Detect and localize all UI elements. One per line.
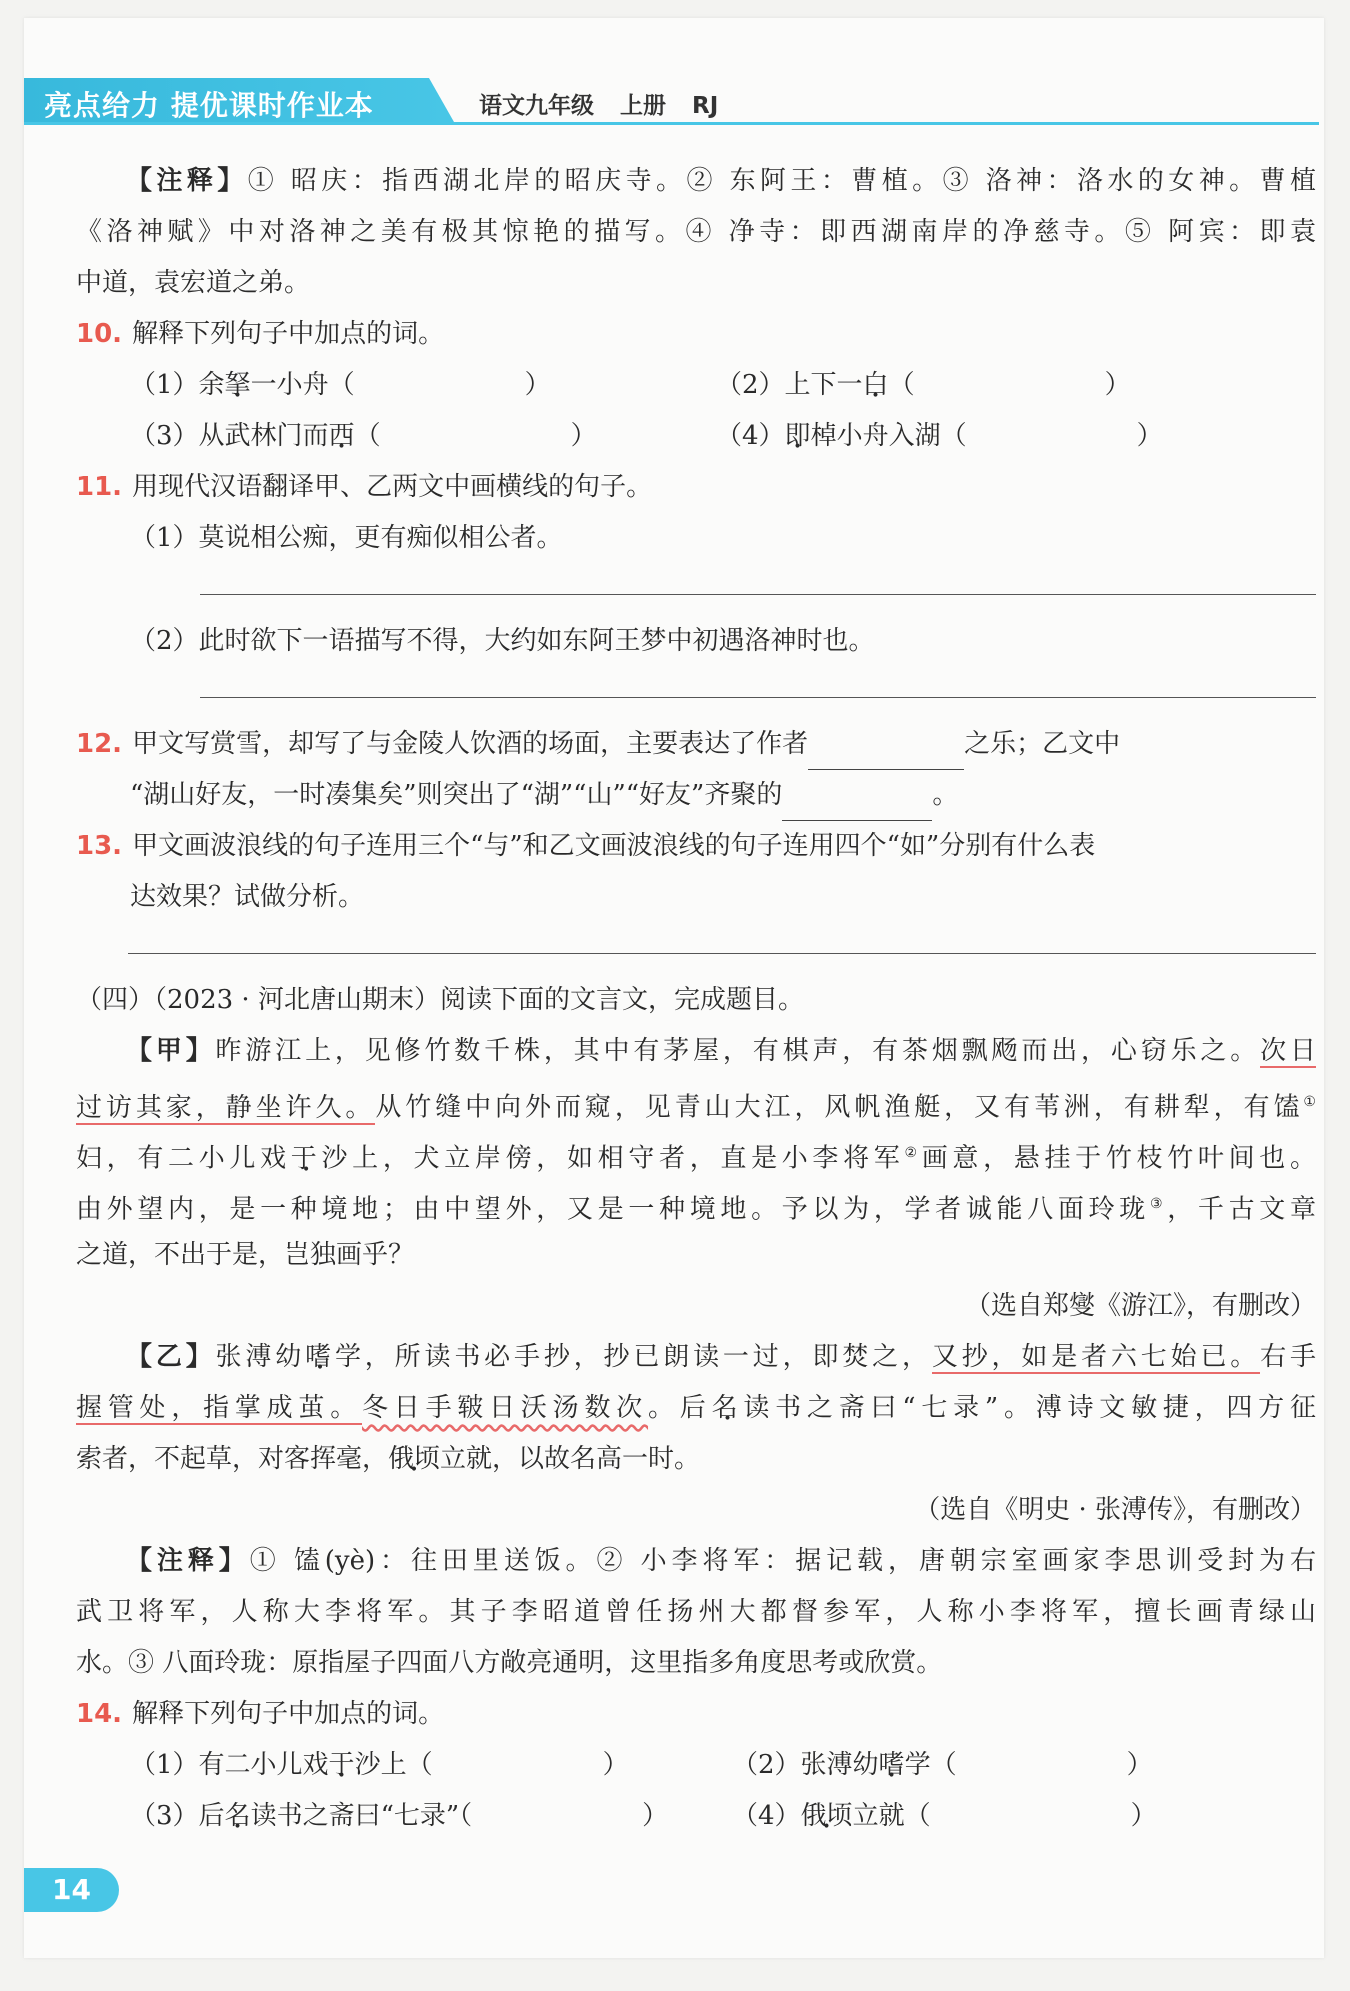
- page-number: 14: [24, 1868, 119, 1912]
- subject-grade: 语文九年级 上册 RJ: [479, 93, 719, 119]
- header-rule: [24, 122, 1319, 125]
- q14-row1: [76, 1740, 1316, 1791]
- q13-answer-line[interactable]: [128, 923, 1316, 954]
- q10-row1: [76, 360, 1316, 411]
- q12-blank1[interactable]: [808, 739, 964, 770]
- note1-line3: 中道，袁宏道之弟。: [76, 268, 311, 298]
- q14-item3: （3）后名读书之斋曰“七录”（ ）: [130, 1801, 669, 1831]
- note1-line2: 《洛神赋》中对洛神之美有极其惊艳的描写。④ 净寺：即西湖南岸的净慈寺。⑤ 阿宾：即袁: [76, 217, 1316, 247]
- q11-sentence1: （1）莫说相公痴，更有痴似相公者。: [130, 523, 563, 553]
- page-content: [76, 156, 1316, 1842]
- page-header: [24, 78, 1324, 138]
- jia-line5: 之道，不出于是，岂独画乎？: [76, 1240, 415, 1270]
- yi-source: （选自《明史 · 张溥传》，有删改）: [914, 1495, 1316, 1525]
- q10-item4: （4）即棹小舟入湖（ ）: [716, 421, 1163, 451]
- series-title: 亮点给力 提优课时作业本: [44, 89, 374, 122]
- yi-line2: 握管处，指掌成茧。冬日手皲日沃汤数次。后名读书之斋曰“七录”。溥诗文敏捷，四方征: [76, 1393, 1316, 1423]
- q12-blank2[interactable]: [782, 790, 932, 821]
- jia-source: （选自郑燮《游江》，有删改）: [964, 1291, 1316, 1321]
- question-13-line1: 13. 甲文画波浪线的句子连用三个“与”和乙文画波浪线的句子连用四个“如”分别有什么表: [76, 831, 1096, 861]
- question-13-line2: 达效果？试做分析。: [130, 882, 365, 912]
- q14-item1: （1）有二小儿戏于沙上（ ）: [130, 1750, 629, 1780]
- yi-line3: 索者，不起草，对客挥毫，俄顷立就，以故名高一时。: [76, 1444, 701, 1474]
- q11-sentence2: （2）此时欲下一语描写不得，大约如东阿王梦中初遇洛神时也。: [130, 626, 875, 656]
- q11-answer1-line[interactable]: [200, 564, 1316, 595]
- workbook-page: [24, 18, 1324, 1958]
- q14-item4: （4）俄顷立就（ ）: [732, 1801, 1157, 1831]
- jia-line3: 妇，有二小儿戏于沙上，犬立岸傍，如相守者，直是小李将军②画意，悬挂于竹枝竹叶间也。: [76, 1143, 1316, 1174]
- q10-item1: （1）余拏一小舟（ ）: [130, 370, 551, 400]
- section-4-title: （四）（2023 · 河北唐山期末）阅读下面的文言文，完成题目。: [76, 985, 804, 1015]
- note2-line2: 武卫将军，人称大李将军。其子李昭道曾任扬州大都督参军，人称小李将军，擅长画青绿山: [76, 1597, 1316, 1627]
- note2-line1: 【注释】① 馌(yè)：往田里送饭。② 小李将军：据记载，唐朝宗室画家李思训受封为右: [126, 1546, 1316, 1576]
- q10-item2: （2）上下一白（ ）: [716, 370, 1131, 400]
- note2-line3: 水。③ 八面玲珑：原指屋子四面八方敞亮通明，这里指多角度思考或欣赏。: [76, 1648, 943, 1678]
- question-11: 11. 用现代汉语翻译甲、乙两文中画横线的句子。: [76, 472, 653, 502]
- q11-answer2-line[interactable]: [200, 667, 1316, 698]
- jia-line1: 【甲】昨游江上，见修竹数千株，其中有茅屋，有棋声，有茶烟飘飏而出，心窃乐之。次日: [126, 1036, 1316, 1066]
- question-14: 14. 解释下列句子中加点的词。: [76, 1699, 445, 1729]
- question-12-line2: “湖山好友，一时凑集矣”则突出了“湖”“山”“好友”齐聚的 。: [76, 770, 1316, 821]
- q10-item3: （3）从武林门而西（ ）: [130, 421, 597, 451]
- note1-line1: 【注释】① 昭庆：指西湖北岸的昭庆寺。② 东阿王：曹植。③ 洛神：洛水的女神。曹植: [126, 166, 1316, 196]
- jia-line2: 过访其家，静坐许久。从竹缝中向外而窥，见青山大江，风帆渔艇，又有苇洲，有耕犁，有馌①: [76, 1092, 1316, 1123]
- q14-item2: （2）张溥幼嗜学（ ）: [732, 1750, 1153, 1780]
- jia-line4: 由外望内，是一种境地；由中望外，又是一种境地。予以为，学者诚能八面玲珑③，千古文章: [76, 1194, 1316, 1225]
- q14-row2: [76, 1791, 1316, 1842]
- question-10: 10. 解释下列句子中加点的词。: [76, 319, 445, 349]
- question-12-line1: 12. 甲文写赏雪，却写了与金陵人饮酒的场面，主要表达了作者 之乐；乙文中: [76, 719, 1316, 770]
- q10-row2: [76, 411, 1316, 462]
- yi-line1: 【乙】张溥幼嗜学，所读书必手抄，抄已朗读一过，即焚之，又抄，如是者六七始已。右手: [126, 1342, 1316, 1372]
